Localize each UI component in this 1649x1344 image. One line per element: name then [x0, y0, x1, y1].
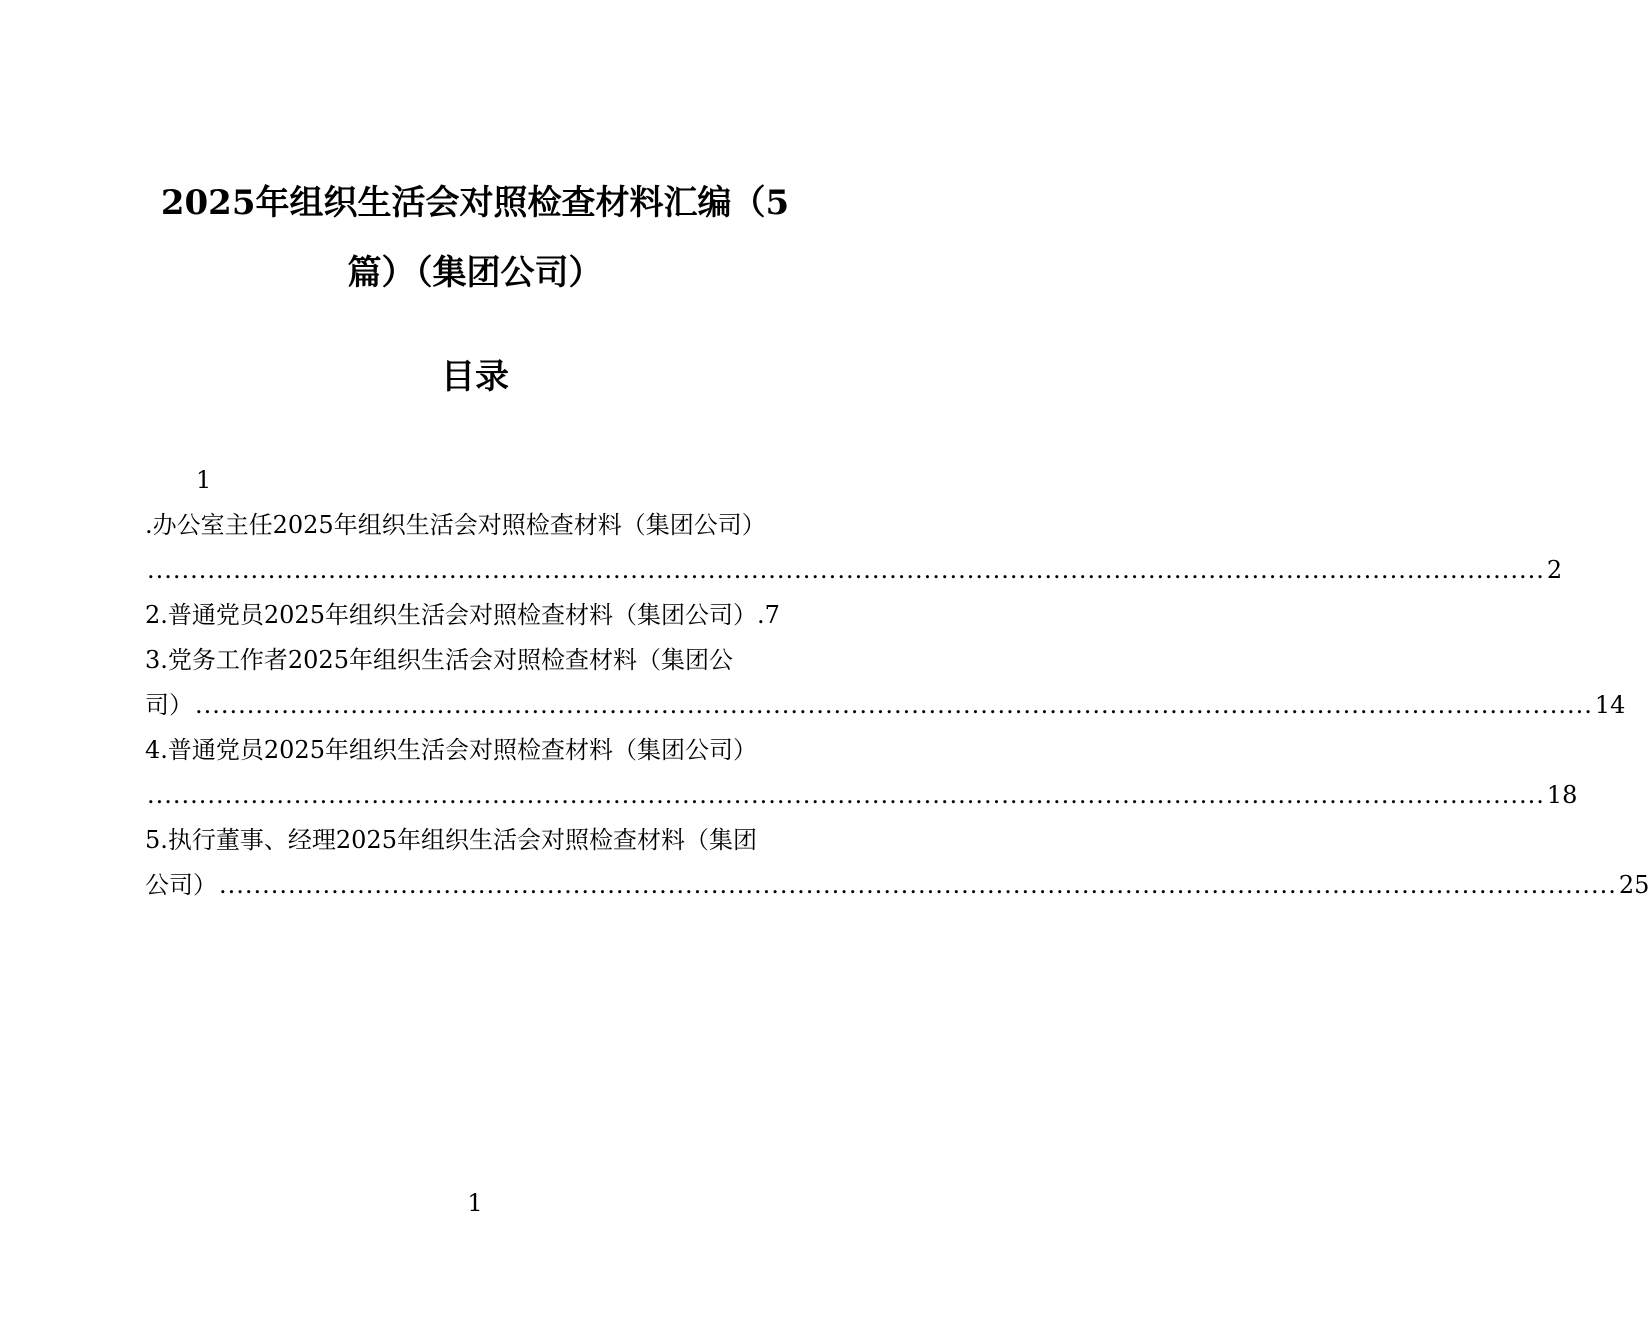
toc-item-1-page[interactable]: 2 — [1546, 556, 1563, 584]
document-title — [145, 168, 805, 308]
toc-item-3-title-line — [145, 638, 805, 683]
toc-item-1-number[interactable]: 1 — [196, 466, 212, 494]
toc-item-3-leader-line — [145, 683, 1626, 728]
document-title-line-1: 2025年组织生活会对照检查材料汇编（5 — [160, 183, 790, 223]
table-of-contents — [145, 458, 1649, 908]
toc-item-2-title[interactable]: 2.普通党员2025年组织生活会对照检查材料（集团公司） — [145, 601, 757, 629]
toc-item-5-title-line — [145, 818, 805, 863]
toc-item-4-page[interactable]: 18 — [1546, 781, 1578, 809]
toc-heading: 目录 — [441, 357, 509, 397]
toc-item-1-leader-line — [145, 548, 1563, 593]
toc-item-2 — [145, 593, 805, 638]
toc-item-5-page[interactable]: 25 — [1618, 871, 1649, 899]
toc-item-3-page[interactable]: 14 — [1594, 691, 1626, 719]
toc-item-3-title-part-2[interactable]: 司） — [145, 691, 193, 719]
toc-item-4-leader-line — [145, 773, 1578, 818]
document-title-line-2: 篇）（集团公司） — [347, 253, 603, 293]
toc-item-4-title[interactable]: 4.普通党员2025年组织生活会对照检查材料（集团公司） — [145, 736, 757, 764]
toc-item-5-title-part-1[interactable]: 5.执行董事、经理2025年组织生活会对照检查材料（集团 — [145, 826, 757, 854]
toc-leader-dots: .................................................................................................................................................................. — [195, 691, 1593, 719]
toc-item-2-page[interactable]: .7 — [756, 601, 780, 629]
toc-item-1-number-line — [145, 458, 805, 503]
toc-leader-dots: .................................................................................................................................................................. — [147, 781, 1545, 809]
toc-leader-dots: .................................................................................................................................................................. — [219, 871, 1617, 899]
toc-item-1-title[interactable]: .办公室主任2025年组织生活会对照检查材料（集团公司） — [145, 511, 766, 539]
toc-leader-dots: .................................................................................................................................................................. — [147, 556, 1545, 584]
toc-item-3-title-part-1[interactable]: 3.党务工作者2025年组织生活会对照检查材料（集团公 — [145, 646, 733, 674]
toc-item-5-leader-line — [145, 863, 1649, 908]
toc-item-4-title-line — [145, 728, 805, 773]
page-number: 1 — [467, 1189, 483, 1217]
toc-item-1-title-line — [145, 503, 805, 548]
toc-item-5-title-part-2[interactable]: 公司） — [145, 871, 217, 899]
